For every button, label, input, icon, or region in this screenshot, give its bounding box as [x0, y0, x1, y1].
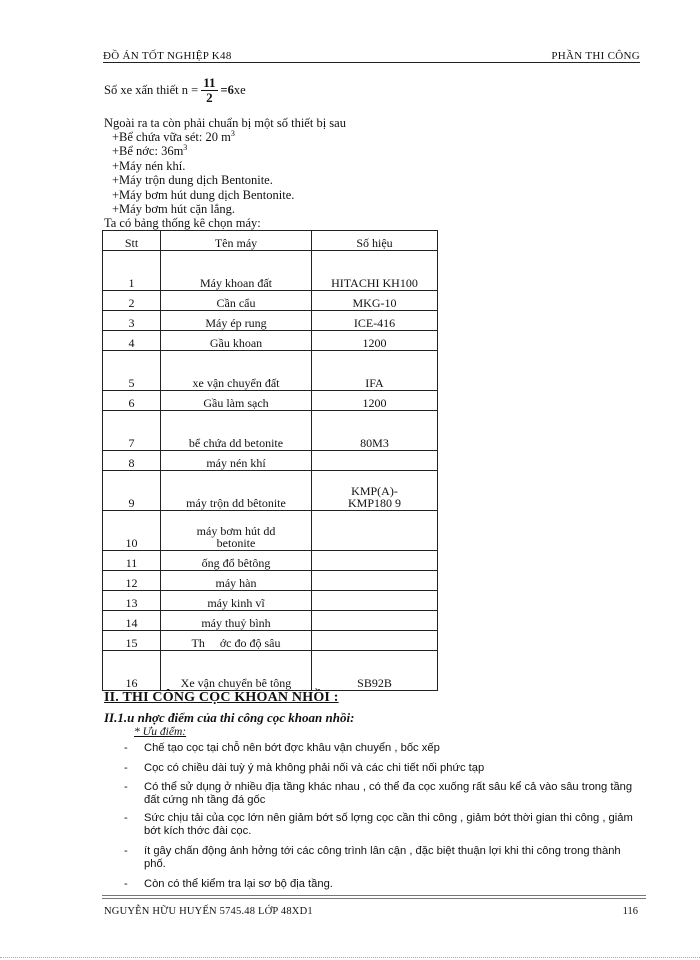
formula-denominator: 2	[206, 90, 213, 105]
document-page: ĐỒ ÁN TỐT NGHIỆP K48 PHẦN THI CÔNG Số xe xấn thiết n = $\frac{11}{2}$ =6 xe Ngoài ra ta còn phải chuẩn bị một số thiết bị sau +Bể chứa vữa sét: 20 $m^3$ +Bể nớc: $36m^3$ +Máy nén khí. +Máy trộn dung dịch Bentonite. +Máy bơm hút dung dịch Bentonite. +Máy bơm hút cặn lắng. Ta có bảng thống kê chọn máy: Stt Tên máy Số hiệu 1 Máy khoan đất HITACHI KH100 2 Cần cẩu MKG-10 3 Máy ép rung ICE-416 4 Gầu khoan 1200 5 xe vận chuyển đất IFA 6 Gầu làm sạch 1200 7 bể chứa dd betonite 80M3 8 máy nén khí 9 máy trộn dd bêtonite KMP(A)- KMP180 9 10 máy bơm hút dd betonite 11 ống đổ bêtông 12 máy hàn 13 máy kinh vĩ 14 máy thuỷ bình 15 Th ớc đo độ sâu 16 Xe vận chuyển bê tông SB92B II. THI CÔNG CỌC KHOAN NHỒI : II.1.u nhợc điểm của thi công cọc khoan nhồi: * Ưu điểm: - Chế tạo cọc tại chỗ nên bớt đợc khâu vận chuyển , bốc xếp - Cọc có chiều dài tuỳ ý mà không phải nối và các chi tiết nối phức tạp - Có thể sử dụng ở nhiều địa tầng khác nhau , có thể đa cọc xuống rất sâu kể cả vào sâu trong tầng đất cứng nh tầng đá gốc - Sức chịu tải của cọc lớn nên giảm bớt số lợng cọc cần thi công , giảm bớt thời gian thi công , giảm bớt kích thớc đài cọc. - ít gây chấn động ảnh hởng tới các công trình lân cận , đặc biệt thuận lợi khi thi công trong thành phố. - Còn có thể kiểm tra lại sơ bộ địa tầng. NGUYỄN HỮU HUYẾN 5745.48 LỚP 48XD1 116	[0, 0, 700, 960]
footer-rule	[102, 898, 646, 899]
table-row: 8 máy nén khí	[103, 451, 438, 471]
section-title: II. THI CÔNG CỌC KHOAN NHỒI :	[104, 690, 339, 705]
formula-unit: xe	[233, 83, 246, 97]
table-caption: Ta có bảng thống kê chọn máy:	[104, 216, 261, 230]
advantages-label: * Ưu điểm:	[134, 726, 187, 738]
header-right: PHẦN THI CÔNG	[551, 50, 640, 62]
page-number: 116	[622, 906, 638, 917]
formula-result: =6	[220, 83, 234, 97]
table-row: 10 máy bơm hút dd betonite	[103, 511, 438, 551]
truck-count-formula	[104, 76, 246, 105]
table-row: 1 Máy khoan đất HITACHI KH100	[103, 251, 438, 291]
table-row: 15 Th ớc đo độ sâu	[103, 631, 438, 651]
subsection-title: II.1.u nhợc điểm của thi công cọc khoan nhồi:	[104, 710, 355, 725]
formula-prefix: Số xe xấn thiết n =	[104, 83, 199, 97]
table-row: 13 máy kinh vĩ	[103, 591, 438, 611]
header-left: ĐỒ ÁN TỐT NGHIỆP K48	[103, 50, 232, 62]
equipment-item: +Máy nén khí.	[112, 158, 186, 173]
column-header-name: Tên máy	[161, 231, 312, 251]
table-row: 12 máy hàn	[103, 571, 438, 591]
footer-author: NGUYỄN HỮU HUYẾN 5745.48 LỚP 48XD1	[104, 906, 313, 917]
table-row: 2 Cần cẩu MKG-10	[103, 291, 438, 311]
table-row: 11 ống đổ bêtông	[103, 551, 438, 571]
table-row: 16 Xe vận chuyển bê tông SB92B	[103, 651, 438, 691]
table-row: 14 máy thuỷ bình	[103, 611, 438, 631]
table-row: 3 Máy ép rung ICE-416	[103, 311, 438, 331]
page-header	[103, 46, 640, 63]
formula-numerator: 11	[203, 75, 216, 90]
table-row: 5 xe vận chuyển đất IFA	[103, 351, 438, 391]
equipment-item: +Bể chứa vữa sét: 20 $m^3$	[112, 128, 235, 144]
machine-table	[102, 230, 438, 691]
equipment-item: +Máy bơm hút cặn lắng.	[112, 202, 236, 217]
equipment-item: +Máy trộn dung dịch Bentonite.	[112, 173, 273, 188]
table-row: 6 Gầu làm sạch 1200	[103, 391, 438, 411]
table-row: 9 máy trộn dd bêtonite KMP(A)- KMP180 9	[103, 471, 438, 511]
table-row: 7 bể chứa dd betonite 80M3	[103, 411, 438, 451]
table-row: 4 Gầu khoan 1200	[103, 331, 438, 351]
equipment-intro: Ngoài ra ta còn phải chuẩn bị một số thiết bị sau	[104, 116, 346, 130]
column-header-stt: Stt	[103, 231, 161, 251]
column-header-code: Số hiệu	[312, 231, 438, 251]
footer-rule	[102, 895, 646, 896]
formula-fraction	[201, 76, 217, 105]
equipment-item: +Máy bơm hút dung dịch Bentonite.	[112, 187, 295, 202]
equipment-item: +Bể nớc: $36m^3$	[112, 143, 188, 159]
equipment-list	[112, 130, 294, 216]
page-edge-divider	[0, 957, 700, 958]
